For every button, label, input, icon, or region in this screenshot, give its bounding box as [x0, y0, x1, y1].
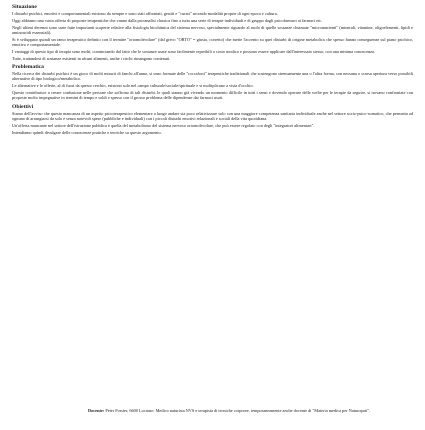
teacher-text: Peter Forster, 6600 Locarno: Medico naturista NVS e terapista di tecniche corporee, temporaneamente anche docente di "Materia medica per Naturopati".	[105, 408, 370, 413]
paragraph: I vantaggi di questo tipo di terapia sono molti, cominciando dal fatto che le sostanze usate sono facilmente reperibili a costo modico e possono essere applicate dall'interessato stesso, con una minima conoscenza.	[12, 48, 376, 54]
section-problematica	[12, 64, 413, 101]
paragraph: Le alternative e le offerte, al di fuori da questo cerchio, esistono solo nel campo culturale/sociale/spirituale e si moltiplicano a vista d'occhio.	[12, 83, 254, 89]
paragraph: Tutte, trattandosi di sostanze esistenti in alcuni alimenti, anche i rischi rimangono contenuti.	[12, 55, 171, 61]
paragraph: Nella ricerca dei disturbi psichici è un gioco di molti misurii di fanchi all'anno, si sono formate delle "roccaforti" terapeutiche tradizionali che sostengono strenuamente una o l'altra forma, con nessuna o scarsa apertura verso possibili alternative di tipo biologico/metabolico.	[12, 71, 413, 82]
section-situazione	[12, 4, 413, 61]
section-heading: Problematica	[12, 64, 44, 71]
section-heading: Situazione	[12, 4, 37, 10]
teacher-note	[88, 408, 408, 413]
paragraph: I disturbi psichici, emotivi e comportamentali esistono da sempre e sono stati affrontati, gestiti e "curati" secondo modalità proprie di ogni epoca e cultura.	[12, 11, 278, 17]
paragraph: Negli ultimi decenni sono state fatte importanti scoperte relative alla fisiologia biochimica del sistema nervoso, specialmente riguardo al ruolo di quelle sostanze chiamate "micronutrienti" (minerali, vitamine, oligoelementi, lipidi e aminoacidi essenziali).	[12, 24, 413, 36]
paragraph: Un'offerta mancante nel settore dell'istruzione pubblica è quella del metabolismo del sistema nervoso ortomolecolare, che può essere regolato con degli "integratori alimentari".	[12, 122, 315, 128]
section-heading: Obiettivi	[12, 103, 34, 110]
paragraph: Siamo dell'avviso che questa mancanza di un aspetto psicoterapeutico elementare a lungo andare sia poco relativizzare solo con una maggiore competenza sanitaria individuale anche nel settore socio-psico-somatico, che permetta ad ognuno di arrangiarsi da solo e senza notevoli spese (pubbliche e individuali) con i piccoli disturbi emotivi relazionali e sociali della vita quotidiana.	[12, 110, 413, 121]
paragraph: Si è sviluppato quindi un ramo terapeutico definito con il termine "ortomolecolare" (dal greco "ORTO" = giusto, corretto) che mette l'accento su quei disturbi di origine metabolica che spesso hanno conseguenze sul piano psichico, emotivo e comportamentale.	[12, 36, 413, 48]
section-obiettivi	[12, 104, 413, 135]
teacher-label: Docente:	[88, 408, 105, 413]
paragraph: Oggi abbiamo una vasta offerta di proposte terapeutiche che vanno dalla psicanalisi classica fino a tutta una serie di terapie individuali e di gruppo dagli psicofarmaci ai farmaci etc.	[12, 17, 323, 23]
paragraph: Questo contribuisce a creare confusione nelle persone che soffrono di tali disturbi, le quali stanno già vivendo un momento difficile in tutti i sensi e dovendo operare delle scelte per le terapie da seguire, si trovano confrontate con proposte molto impegnative in termini di tempo e soldi e spesso con il grosso problema delle dipendenze dai farmaci usati.	[12, 90, 413, 101]
paragraph: Intendiamo quindi divulgare delle conoscenze pratiche e teoriche su questo argomento.	[12, 129, 162, 135]
